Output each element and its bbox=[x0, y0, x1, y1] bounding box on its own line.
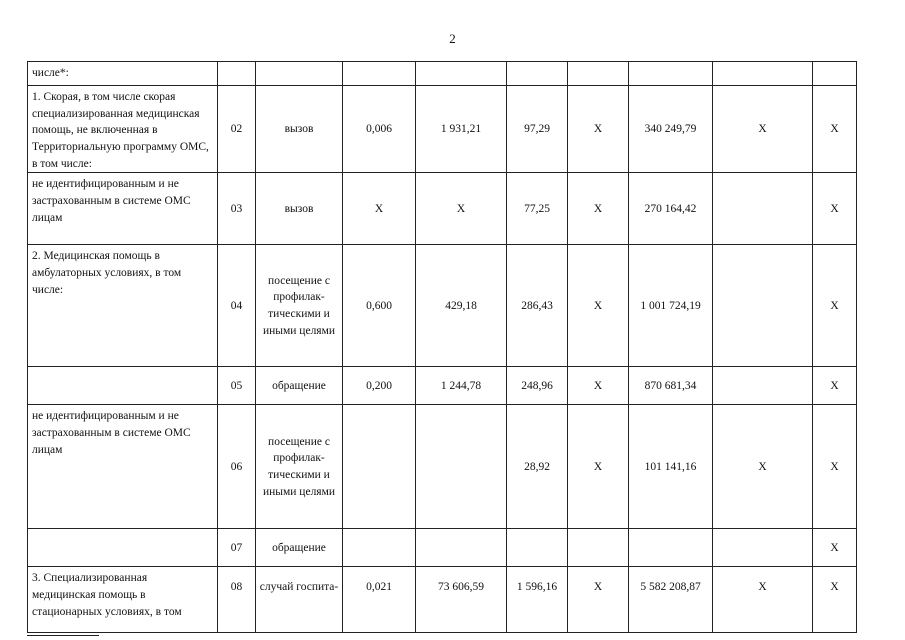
row-unit-cell: вызов bbox=[256, 173, 343, 245]
row-unit-cell: посещение с профилак-тическими и иными целями bbox=[256, 245, 343, 367]
value-cell bbox=[813, 62, 857, 86]
row-name-cell: 3. Специализированная медицинская помощь в стационарных условиях, в том bbox=[28, 567, 218, 633]
value-cell: 1 244,78 bbox=[416, 367, 507, 405]
row-unit-cell: вызов bbox=[256, 86, 343, 173]
value-cell: X bbox=[713, 567, 813, 633]
row-unit-cell bbox=[256, 62, 343, 86]
value-cell: 1 596,16 bbox=[507, 567, 568, 633]
row-code-cell: 02 bbox=[218, 86, 256, 173]
value-cell: 870 681,34 bbox=[629, 367, 713, 405]
value-cell: 0,600 bbox=[343, 245, 416, 367]
value-cell: X bbox=[813, 173, 857, 245]
value-cell: 0,021 bbox=[343, 567, 416, 633]
value-cell: X bbox=[568, 173, 629, 245]
value-cell bbox=[713, 367, 813, 405]
value-cell: 0,006 bbox=[343, 86, 416, 173]
value-cell bbox=[507, 62, 568, 86]
row-unit-cell: посещение с профилак-тическими и иными целями bbox=[256, 405, 343, 529]
value-cell bbox=[568, 529, 629, 567]
value-cell: X bbox=[568, 367, 629, 405]
value-cell: X bbox=[416, 173, 507, 245]
row-code-cell: 07 bbox=[218, 529, 256, 567]
value-cell bbox=[416, 405, 507, 529]
value-cell bbox=[343, 529, 416, 567]
row-name-cell: 1. Скорая, в том числе скорая специализированная медицинская помощь, не включенная в Территориальную программу ОМС, в том числе: bbox=[28, 86, 218, 173]
row-code-cell: 08 bbox=[218, 567, 256, 633]
value-cell: X bbox=[713, 405, 813, 529]
value-cell: X bbox=[343, 173, 416, 245]
value-cell: X bbox=[813, 567, 857, 633]
value-cell bbox=[343, 405, 416, 529]
value-cell: 429,18 bbox=[416, 245, 507, 367]
value-cell bbox=[343, 62, 416, 86]
row-code-cell: 05 bbox=[218, 367, 256, 405]
value-cell: 97,29 bbox=[507, 86, 568, 173]
value-cell bbox=[568, 62, 629, 86]
value-cell: X bbox=[813, 367, 857, 405]
row-code-cell bbox=[218, 62, 256, 86]
value-cell: 5 582 208,87 bbox=[629, 567, 713, 633]
value-cell bbox=[416, 62, 507, 86]
table-row bbox=[28, 173, 857, 245]
row-code-cell: 04 bbox=[218, 245, 256, 367]
table-row bbox=[28, 567, 857, 633]
value-cell: 101 141,16 bbox=[629, 405, 713, 529]
row-code-cell: 03 bbox=[218, 173, 256, 245]
row-name-cell: не идентифицированным и не застрахованным в системе ОМС лицам bbox=[28, 405, 218, 529]
row-name-cell: числе*: bbox=[28, 62, 218, 86]
value-cell bbox=[713, 529, 813, 567]
value-cell bbox=[713, 173, 813, 245]
footnote-divider bbox=[27, 635, 99, 636]
value-cell bbox=[713, 245, 813, 367]
table-row bbox=[28, 529, 857, 567]
value-cell: 0,200 bbox=[343, 367, 416, 405]
value-cell: X bbox=[813, 86, 857, 173]
value-cell bbox=[507, 529, 568, 567]
value-cell: 1 931,21 bbox=[416, 86, 507, 173]
row-code-cell: 06 bbox=[218, 405, 256, 529]
value-cell bbox=[629, 62, 713, 86]
value-cell: X bbox=[813, 245, 857, 367]
table-row bbox=[28, 245, 857, 367]
page-number: 2 bbox=[449, 31, 456, 46]
value-cell bbox=[416, 529, 507, 567]
row-name-cell bbox=[28, 367, 218, 405]
value-cell: 28,92 bbox=[507, 405, 568, 529]
row-unit-cell: случай госпита- bbox=[256, 567, 343, 633]
row-unit-cell: обращение bbox=[256, 529, 343, 567]
tariff-table bbox=[27, 61, 857, 633]
table-row bbox=[28, 367, 857, 405]
value-cell bbox=[713, 62, 813, 86]
value-cell: X bbox=[813, 529, 857, 567]
table-row bbox=[28, 62, 857, 86]
value-cell: 77,25 bbox=[507, 173, 568, 245]
value-cell: 286,43 bbox=[507, 245, 568, 367]
row-name-cell: не идентифицированным и не застрахованным в системе ОМС лицам bbox=[28, 173, 218, 245]
row-unit-cell: обращение bbox=[256, 367, 343, 405]
table-row bbox=[28, 86, 857, 173]
value-cell: 248,96 bbox=[507, 367, 568, 405]
row-name-cell bbox=[28, 529, 218, 567]
value-cell: 1 001 724,19 bbox=[629, 245, 713, 367]
value-cell bbox=[629, 529, 713, 567]
value-cell: X bbox=[713, 86, 813, 173]
value-cell: X bbox=[813, 405, 857, 529]
value-cell: X bbox=[568, 405, 629, 529]
value-cell: 340 249,79 bbox=[629, 86, 713, 173]
value-cell: X bbox=[568, 245, 629, 367]
value-cell: 73 606,59 bbox=[416, 567, 507, 633]
value-cell: 270 164,42 bbox=[629, 173, 713, 245]
table-row bbox=[28, 405, 857, 529]
row-name-cell: 2. Медицинская помощь в амбулаторных условиях, в том числе: bbox=[28, 245, 218, 367]
value-cell: X bbox=[568, 86, 629, 173]
value-cell: X bbox=[568, 567, 629, 633]
